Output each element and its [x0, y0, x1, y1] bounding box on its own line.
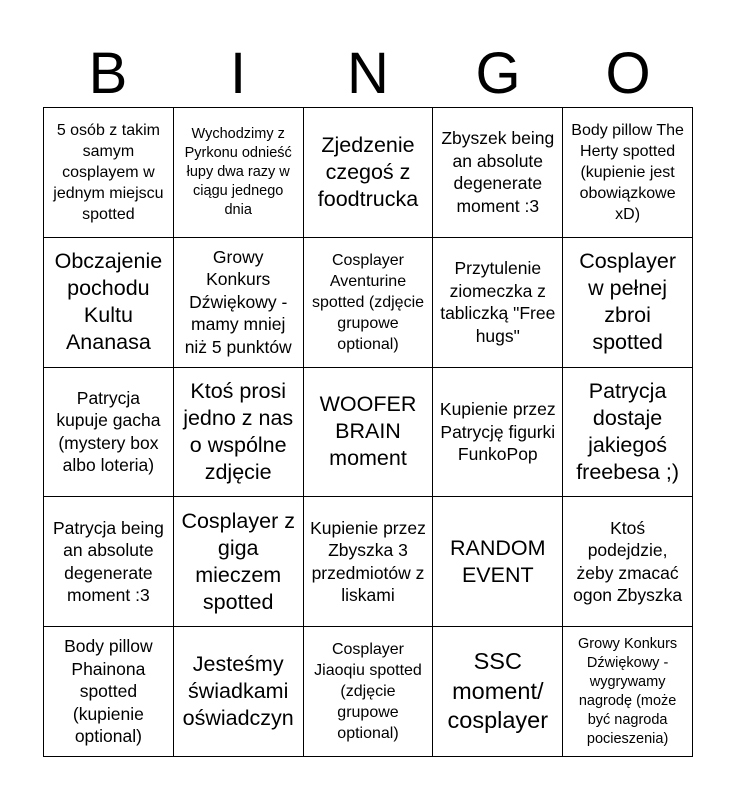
bingo-cell-text: WOOFER BRAIN moment: [319, 392, 417, 471]
header-letter-i: I: [229, 41, 247, 106]
bingo-cell[interactable]: [304, 108, 434, 238]
header-letter-n: N: [347, 41, 389, 106]
bingo-cell-text: Body pillow The Herty spotted (kupienie jest obowiązkowe xD): [571, 121, 684, 223]
bingo-cell-text: Obczajenie pochodu Kultu Ananasa: [54, 249, 163, 355]
bingo-cell-text: Zbyszek being an absolute degenerate moment :3: [441, 128, 555, 216]
bingo-cell-text: Wychodzimy z Pyrkonu odnieść łupy dwa razy w ciągu jednego dnia: [184, 125, 292, 218]
bingo-cell-text: Patrycja being an absolute degenerate moment :3: [52, 517, 164, 606]
bingo-cell-text: Przytulenie ziomeczka z tabliczką "Free hugs": [440, 258, 556, 346]
bingo-cell-text: 5 osób z takim samym cosplayem w jednym miejscu spotted: [53, 121, 164, 223]
bingo-cell-text: Patrycja dostaje jakiegoś freebesa ;): [576, 378, 679, 484]
bingo-cell-text: Cosplayer Jiaoqiu spotted (zdjęcie grupowe optional): [314, 641, 422, 743]
bingo-cell[interactable]: [174, 627, 304, 757]
bingo-cell[interactable]: [44, 238, 174, 368]
bingo-cell[interactable]: [44, 497, 174, 627]
bingo-cell[interactable]: [44, 368, 174, 498]
bingo-cell[interactable]: [174, 238, 304, 368]
bingo-cell[interactable]: [563, 627, 693, 757]
header-letter-g: G: [475, 41, 521, 106]
bingo-cell[interactable]: [433, 108, 563, 238]
bingo-cell[interactable]: [563, 497, 693, 627]
header-letter-o: O: [605, 41, 651, 106]
bingo-grid: [43, 107, 693, 757]
bingo-cell[interactable]: [433, 497, 563, 627]
bingo-cell-text: Zjedzenie czegoś z foodtrucka: [317, 132, 419, 211]
bingo-cell[interactable]: [304, 627, 434, 757]
header-letter-b: B: [88, 41, 128, 106]
bingo-cell-text: Kupienie przez Zbyszka 3 przedmiotów z liskami: [310, 517, 426, 606]
bingo-cell-text: Jesteśmy świadkami oświadczyn: [182, 652, 294, 731]
bingo-cell[interactable]: [304, 238, 434, 368]
bingo-cell[interactable]: [563, 238, 693, 368]
bingo-cell[interactable]: [174, 497, 304, 627]
bingo-cell-text: Ktoś prosi jedno z nas o wspólne zdjęcie: [183, 378, 294, 484]
bingo-cell[interactable]: [563, 108, 693, 238]
bingo-cell[interactable]: [433, 238, 563, 368]
bingo-cell-text: Body pillow Phainona spotted (kupienie optional): [64, 636, 153, 747]
bingo-cell-text: Growy Konkurs Dźwiękowy - mamy mniej niż 5 punktów: [184, 246, 292, 357]
bingo-cell-text: Patrycja kupuje gacha (mystery box albo loteria): [56, 387, 161, 476]
bingo-header: [43, 40, 693, 108]
bingo-cell[interactable]: [433, 368, 563, 498]
bingo-cell-text: Growy Konkurs Dźwiękowy - wygrywamy nagrodę (może być nagroda pocieszenia): [578, 635, 678, 747]
bingo-cell[interactable]: [304, 497, 434, 627]
bingo-cell-text: SSC moment/ cosplayer: [447, 648, 549, 734]
bingo-cell[interactable]: [174, 108, 304, 238]
bingo-cell-text: Cosplayer w pełnej zbroi spotted: [579, 249, 676, 355]
bingo-cell[interactable]: [433, 627, 563, 757]
bingo-cell-text: Cosplayer Aventurine spotted (zdjęcie grupowe optional): [311, 251, 425, 353]
bingo-cell-text: Ktoś podejdzie, żeby zmacać ogon Zbyszka: [573, 517, 683, 606]
bingo-cell[interactable]: [44, 627, 174, 757]
bingo-cell-text: Kupienie przez Patrycję figurki FunkoPop: [439, 399, 556, 465]
bingo-cell[interactable]: [174, 368, 304, 498]
bingo-cell[interactable]: [304, 368, 434, 498]
bingo-cell-text: Cosplayer z giga mieczem spotted: [181, 508, 295, 614]
bingo-cell[interactable]: [563, 368, 693, 498]
bingo-cell-text: RANDOM EVENT: [450, 535, 546, 587]
bingo-cell[interactable]: [44, 108, 174, 238]
